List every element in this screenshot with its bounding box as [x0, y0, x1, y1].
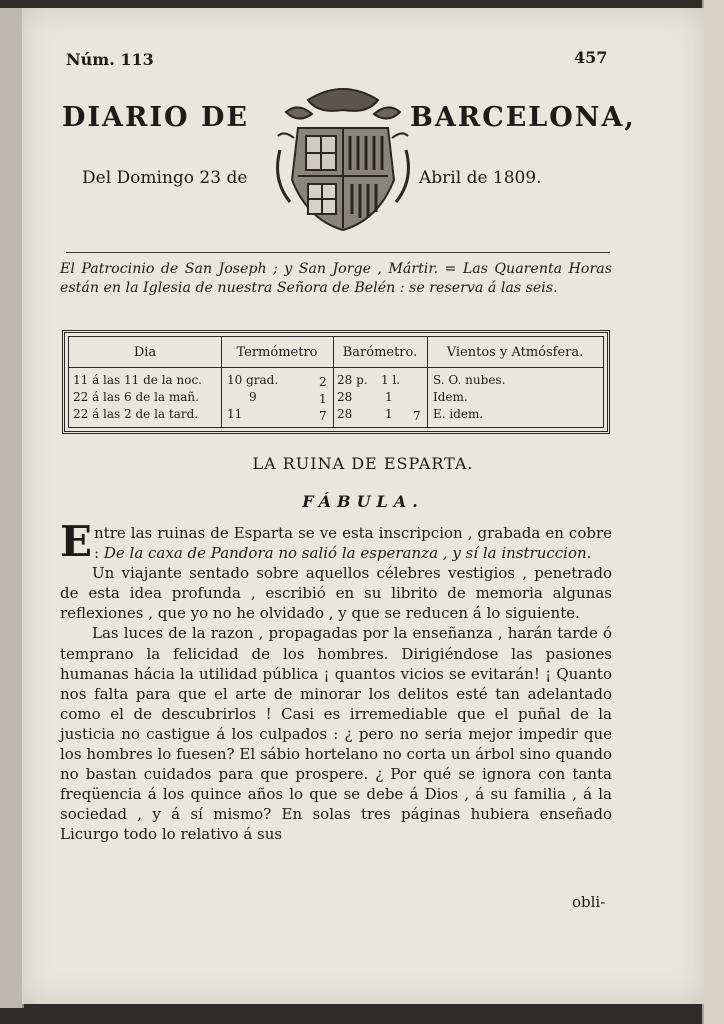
p1-start: ntre las ruinas de Esparta se ve esta inscripcion , grabada en cobre : [94, 524, 612, 563]
p1-mid: no salió la esperanza [273, 544, 439, 563]
row1-termometro: 10 grad. [227, 373, 279, 387]
patron-saints-note: El Patrocinio de San Joseph ; y San Jorge , Mártir. = Las Quarenta Horas están en la Iglesia de nuestra Señora de Belén : se reserva á las seis. [60, 261, 612, 296]
date-line-right: Abril de 1809. [419, 168, 542, 188]
article-subheading: FÁBULA. [302, 492, 424, 511]
paragraph-2: Un viajante sentado sobre aquellos célebres vestigios , penetrado de esta idea profunda , escribió en su librito de memoria algunas reflexiones , que yo no he olvidado , y que se reducen á lo siguiente. [60, 564, 612, 623]
page-number: 457 [574, 48, 608, 67]
row2-barometro: 28 [337, 390, 353, 404]
header-termometro: Termómetro [236, 345, 318, 360]
row3-vientos: E. idem. [433, 407, 484, 421]
p1-italic: De la caxa de Pandora [103, 544, 274, 563]
row1-baro-lines: 1 l. [381, 373, 401, 387]
row3-term-fraction: 7 [319, 409, 327, 423]
row2-vientos: Idem. [433, 390, 468, 404]
row3-dia: 22 á las 2 de la tard. [73, 407, 199, 421]
row1-term-fraction: 2 [319, 375, 327, 389]
row3-baro-fraction: 7 [413, 409, 421, 423]
weather-table [62, 330, 610, 434]
paragraph-1 [60, 517, 612, 566]
row2-term-fraction: 1 [319, 392, 327, 406]
barcelona-coat-of-arms-seal [268, 80, 418, 242]
next-page-edge [702, 0, 724, 1024]
p1-end: , y sí la instruccion. [438, 544, 592, 563]
table-divider [221, 337, 222, 427]
row2-dia: 22 á las 6 de la mañ. [73, 390, 199, 404]
row2-termometro: 9 [249, 390, 257, 404]
row1-dia: 11 á las 11 de la noc. [73, 373, 202, 387]
row3-termometro: 11 [227, 407, 243, 421]
previous-page-edge [0, 8, 24, 1008]
header-barometro: Barómetro. [342, 345, 418, 360]
issue-number: Núm. 113 [66, 50, 154, 69]
drop-cap: E [60, 517, 93, 566]
weather-table-header [69, 337, 603, 368]
article-body [60, 517, 612, 845]
row3-baro-lines: 1 [385, 407, 393, 421]
article-heading: LA RUINA DE ESPARTA. [252, 454, 474, 473]
masthead-title-right: BARCELONA, [410, 102, 636, 133]
table-divider [427, 337, 428, 427]
masthead-title-left: DIARIO DE [62, 102, 249, 133]
header-dia: Dia [133, 345, 157, 360]
row1-barometro: 28 p. [337, 373, 368, 387]
table-divider [333, 337, 334, 427]
header-rule [66, 252, 610, 253]
catchword: obli- [572, 893, 606, 911]
newspaper-page [22, 8, 704, 1004]
date-line-left: Del Domingo 23 de [82, 168, 248, 188]
row3-barometro: 28 [337, 407, 353, 421]
row1-vientos: S. O. nubes. [433, 373, 506, 387]
paragraph-3: Las luces de la razon , propagadas por la enseñanza , harán tarde ó temprano la felicidad de los hombres. Dirigiéndose las pasiones humanas hácia la utilidad pública ¡ quantos vicios se evitarán! ¡ Quanto nos falta para que el arte de minorar los delitos esté tan adelantado como el de descubrirlos ! Casi es irremediable que el puñal de la justicia no castigue á los culpados : ¿ pero no seria mejor impedir que los hombres lo fuesen? El sábio hortelano no corta un árbol sino quando no bastan cuidados para que prospere. ¿ Por qué se ignora con tanta freqüencia á los quince años lo que se debe á Dios , á su familia , á la sociedad , y á sí mismo? En solas tres páginas hubiera enseñado Licurgo todo lo relativo á sus [60, 624, 612, 844]
header-vientos: Vientos y Atmósfera. [446, 345, 584, 360]
row2-baro-lines: 1 [385, 390, 393, 404]
